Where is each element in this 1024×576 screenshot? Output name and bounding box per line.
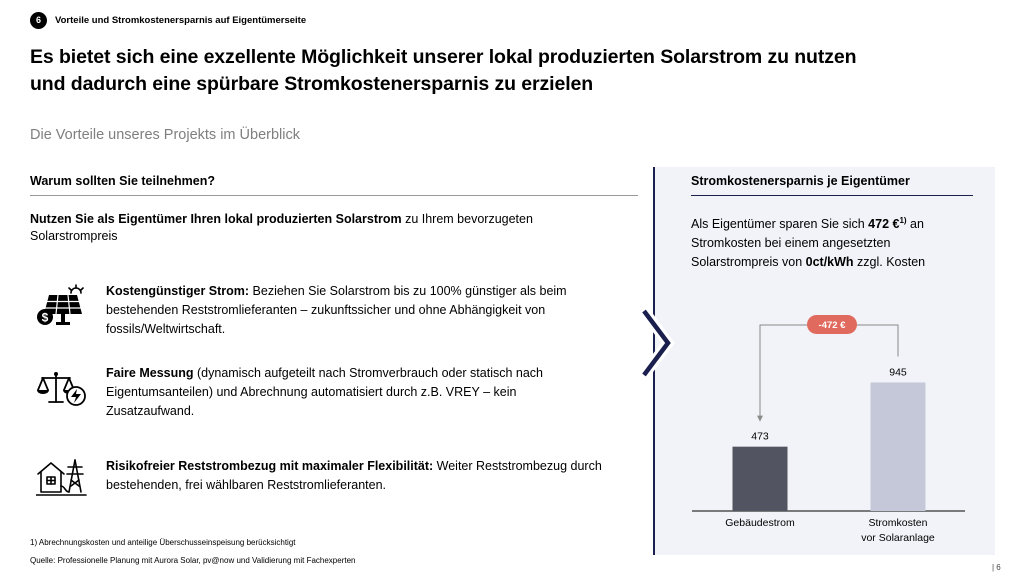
svg-text:$: $ [41, 310, 49, 325]
difference-label: -472 € [818, 320, 846, 331]
desc-part-3: zzgl. Kosten [853, 255, 926, 270]
benefit-item-2-text: (dynamisch aufgeteilt nach Stromverbrauch oder statisch nach Eigentumsanteilen) und Abrechnung automatisiert durch z.B. VREY – kein Zusatzaufwand. [106, 366, 544, 418]
benefit-item-3-bold: Risikofreier Reststrombezug mit maximaler Flexibilität: [106, 459, 434, 473]
page-subtitle: Die Vorteile unseres Projekts im Überblick [30, 127, 300, 143]
title-line-1: Es bietet sich eine exzellente Möglichkeit unserer lokal produzierten Solarstrom zu nutzen [30, 46, 857, 68]
section-label: Vorteile und Stromkostenersparnis auf Eigentümerseite [55, 15, 307, 26]
bar-value-label-2: 945 [889, 366, 907, 379]
left-divider [30, 195, 638, 196]
benefit-item-1 [106, 282, 606, 339]
footnote: 1) Abrechnungskosten und anteilige Überschusseinspeisung berücksichtigt [30, 538, 296, 547]
benefit-item-3-text: Weiter Reststrombezug durch bestehenden, frei wählbaren Reststromlieferanten. [106, 459, 602, 492]
savings-bar-chart [655, 296, 995, 556]
page-badge: 6 [30, 12, 47, 29]
panel-heading: Stromkostenersparnis je Eigentümer [691, 174, 910, 188]
title-line-2: und dadurch eine spürbare Stromkostenersparnis zu erzielen [30, 73, 594, 95]
benefit-item-3 [106, 457, 606, 495]
bar-2 [871, 382, 926, 511]
bar-1 [733, 447, 788, 511]
desc-part-2: an Stromkosten bei einem angesetzten Solarstrompreis von [691, 217, 924, 270]
left-heading: Warum sollten Sie teilnehmen? [30, 174, 215, 188]
intro-rest: zu Ihrem bevorzugeten Solarstrompreis [30, 212, 533, 243]
intro-text [30, 211, 590, 245]
category-label-2-line-2: vor Solaranlage [861, 532, 935, 544]
benefit-item-2-bold: Faire Messung [106, 366, 194, 380]
difference-arrowhead [757, 416, 763, 422]
desc-part-1: Als Eigentümer sparen Sie sich [691, 217, 869, 232]
category-label-2-line-1: Stromkosten [868, 517, 928, 529]
benefit-item-1-text: Beziehen Sie Solarstrom bis zu 100% günstiger als beim bestehenden Reststromlieferanten – zukunftssicher und ohne Abhängigkeit von fossils/Weltwirtschaft. [106, 284, 567, 336]
bar-value-label-1: 473 [751, 430, 769, 443]
panel-divider [691, 195, 973, 196]
scale-lightning-icon [36, 368, 88, 414]
benefit-item-2 [106, 364, 606, 421]
page-number: | 6 [992, 563, 1001, 572]
house-power-tower-icon [36, 456, 88, 502]
intro-bold: Nutzen Sie als Eigentümer Ihren lokal produzierten Solarstrom [30, 212, 402, 226]
savings-description [691, 211, 971, 272]
desc-amount: 472 € [868, 217, 900, 232]
desc-price: 0ct/kWh [805, 255, 854, 270]
category-label-1-line-1: Gebäudestrom [725, 517, 795, 529]
desc-footnote-ref: 1) [899, 216, 907, 225]
page-title [30, 44, 960, 98]
solar-panel-money-icon [36, 282, 88, 328]
benefit-item-1-bold: Kostengünstiger Strom: [106, 284, 250, 298]
source-note: Quelle: Professionelle Planung mit Aurora Solar, pv@now und Validierung mit Fachexperten [30, 556, 356, 565]
